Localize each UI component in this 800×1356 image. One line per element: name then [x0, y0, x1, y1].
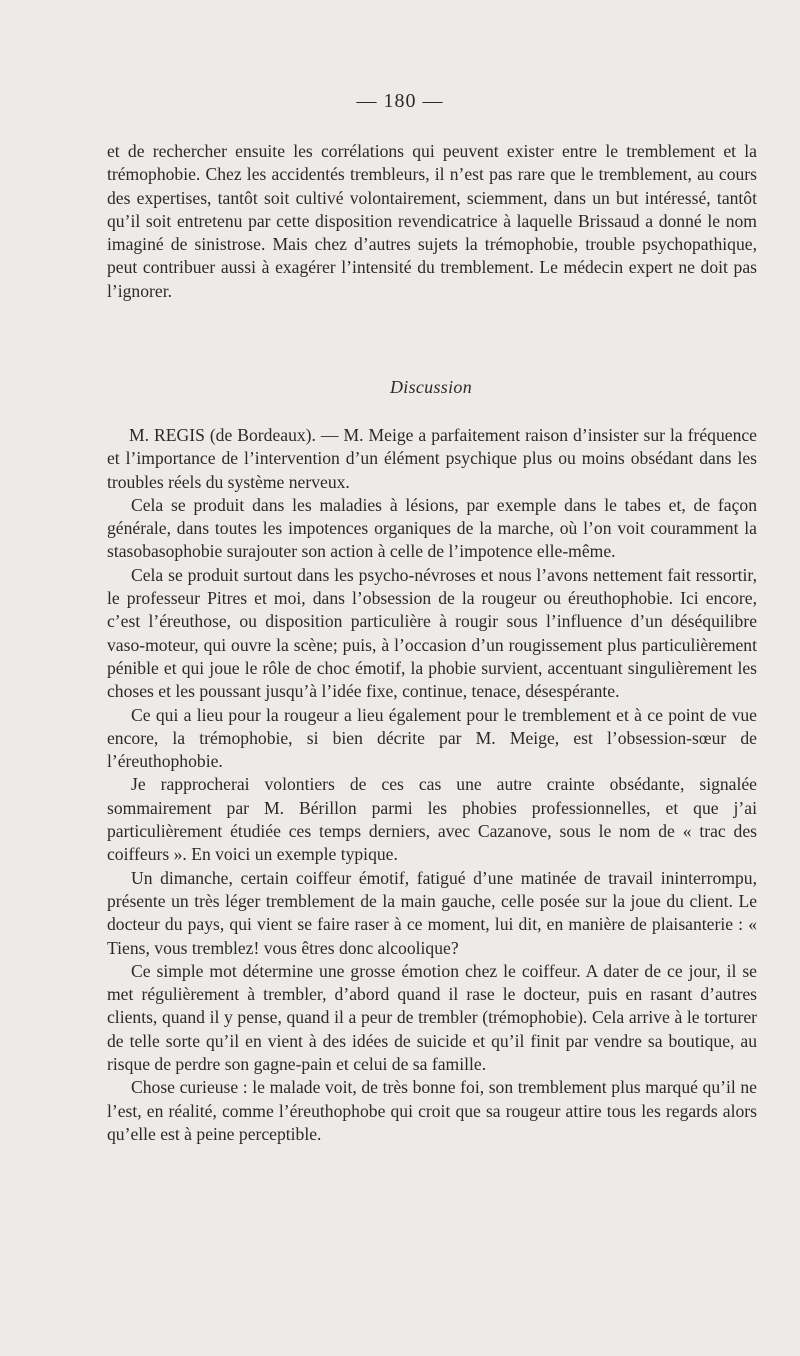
- intro-text: [107, 140, 757, 303]
- paragraph-lesions: Cela se produit dans les maladies à lésions, par exemple dans le tabes et, de façon générale, dans toutes les impotences organiques de la marche, où l’on voit couramment la stasobasophobie surajouter son action à celle de l’impotence elle-même.: [107, 494, 757, 562]
- paragraph-emotion: Ce simple mot détermine une grosse émotion chez le coiffeur. A dater de ce jour, il se met régulièrement à trembler, d’abord quand il rase le docteur, puis en rasant d’autres clients, quand il y pense, quand il a peur de trembler (trémophobie). Cela arrive à le torturer de telle sorte qu’il en vient à des idées de suicide et qu’il finit par vendre sa boutique, au risque de perdre son gagne-pain et celui de sa famille.: [107, 960, 757, 1075]
- page-number: — 180 —: [356, 90, 444, 112]
- discussion-heading: Discussion: [389, 377, 472, 397]
- paragraph-dimanche: Un dimanche, certain coiffeur émotif, fatigué d’une matinée de travail ininterrompu, présente un très léger tremblement de la main gauche, celle posée sur la joue du client. Le docteur du pays, qui vient se faire raser à ce moment, lui dit, en manière de plaisanterie : « Tiens, vous tremblez! vous êtres donc alcoolique?: [107, 867, 757, 958]
- paragraph-trac-coiffeurs: Je rapprocherai volontiers de ces cas une autre crainte obsédante, signalée sommairement par M. Bérillon parmi les phobies professionnelles, et que j’ai particulièrement étudiée ces temps derniers, avec Cazanove, sous le nom de « trac des coiffeurs ». En voici un exemple typique.: [107, 774, 757, 865]
- discussion-text: [107, 424, 757, 1146]
- intro-paragraph: et de rechercher ensuite les corrélations qui peuvent exister entre le tremblement et la trémophobie. Chez les accidentés trembleurs, il n’est pas rare que le tremblement, au cours des expertises, tantôt soit cultivé volontairement, sciemment, dans un but intéressé, tantôt qu’il soit entretenu par cette disposition revendicatrice à laquelle Brissaud a donné le nom imaginé de sinistrose. Mais chez d’autres sujets la trémophobie, trouble psychopathique, peut contribuer aussi à exagérer l’intensité du tremblement. Le médecin expert ne doit pas l’ignorer.: [107, 141, 757, 301]
- paragraph-psychonevroses: Cela se produit surtout dans les psycho-névroses et nous l’avons nettement fait ressortir, le professeur Pitres et moi, dans l’obsession de la rougeur ou éreuthophobie. Ici encore, c’est l’éreuthose, ou disposition particulière à rougir sous l’influence d’un déséquilibre vaso-moteur, qui ouvre la scène; puis, à l’occasion d’un rougissement plus particulièrement pénible et qui joue le rôle de choc émotif, la phobie survient, accentuant singulièrement les choses et les poussant jusqu’à l’idée fixe, continue, tenace, désespérante.: [107, 564, 757, 702]
- paragraph-regis: M. REGIS (de Bordeaux). — M. Meige a parfaitement raison d’insister sur la fréquence et l’importance de l’intervention d’un élément psychique plus ou moins obsédant dans les troubles réels du système nerveux.: [107, 425, 757, 492]
- paragraph-chose-curieuse: Chose curieuse : le malade voit, de très bonne foi, son tremblement plus marqué qu’il ne l’est, en réalité, comme l’éreuthophobe qui croit que sa rougeur attire tous les regards alors qu’elle est à peine perceptible.: [107, 1077, 757, 1144]
- paragraph-rougeur: Ce qui a lieu pour la rougeur a lieu également pour le tremblement et à ce point de vue encore, la trémophobie, si bien décrite par M. Meige, est l’obsession-sœur de l’éreuthophobie.: [107, 704, 757, 772]
